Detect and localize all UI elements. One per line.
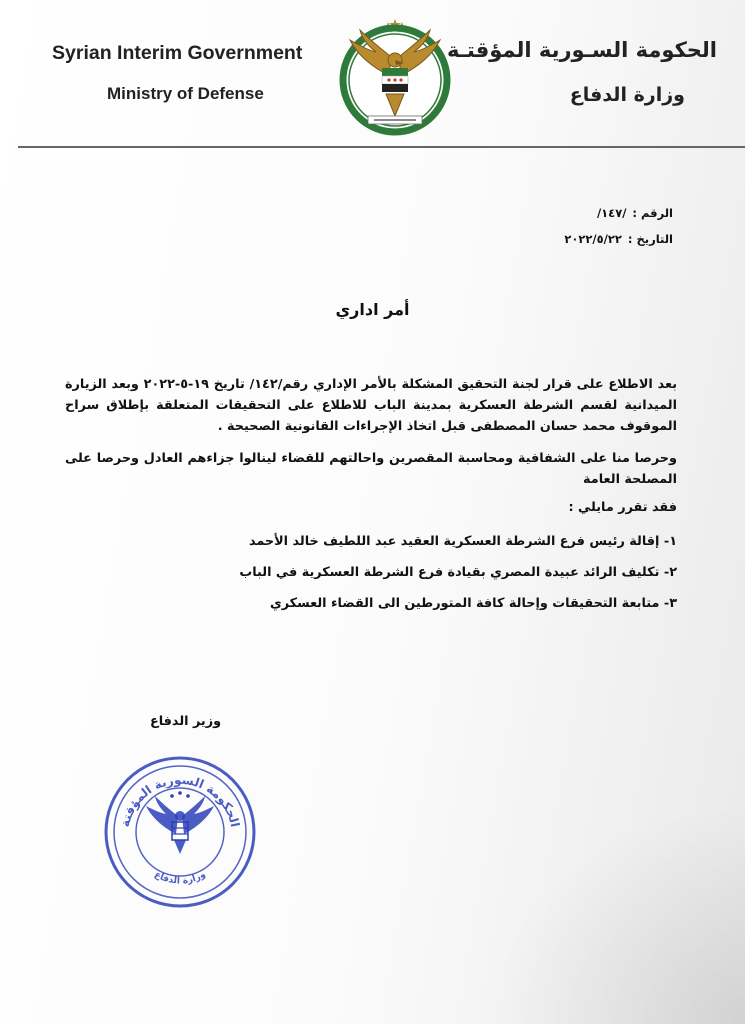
reference-number-label: الرقم : [632, 206, 673, 220]
seal-text-top: الحكومة السورية المؤقتة [117, 772, 243, 829]
header-government-en: Syrian Interim Government [52, 42, 303, 64]
document-date-value: ٢٠٢٢/٥/٢٢ [564, 232, 622, 246]
header-government-ar: الحكومة السـورية المؤقتـة [446, 38, 717, 62]
reference-number-value: /١٤٧/ [596, 206, 627, 220]
header-ministry-en: Ministry of Defense [107, 84, 264, 103]
document-date [373, 232, 673, 246]
document-title: أمر اداري [335, 300, 410, 319]
signature-title: وزير الدفاع [150, 714, 222, 729]
header-divider [18, 146, 745, 148]
header-ministry-ar: وزارة الدفاع [569, 84, 685, 106]
paragraph-1: بعد الاطلاع على قرار لجنة التحقيق المشكلة بالأمر الإداري رقم/١٤٢/ تاريخ ١٩-٥-٢٠٢٢ وبعد الزيارة الميدانية لقسم الشرطة العسكرية بمدينة الباب للاطلاع على التحقيقات المتعلقة بإطلاق سراح الموقوف محمد حسان المصطفى قبل اتخاذ الإجراءات القانونية الصحيحة . [65, 377, 677, 434]
paper-shadow [485, 804, 745, 1024]
decision-item-2: ٢- تكليف الرائد عبيدة المصري بقيادة فرع الشرطة العسكرية في الباب [239, 565, 677, 580]
eagle-seal-icon [100, 750, 260, 910]
seal-text-bottom: وزارة الدفاع [152, 869, 208, 887]
eagle-emblem-icon [330, 16, 460, 136]
decision-item-3: ٣- متابعة التحقيقات وإحالة كافة المتورطين الى القضاء العسكري [269, 596, 677, 611]
reference-number [373, 206, 673, 220]
svg-text:وزارة الدفاع [153, 870, 208, 887]
paragraph-2: وحرصا منا على الشفافية ومحاسبة المقصرين واحالتهم للقضاء لينالوا جزاءهم العادل وحرصا على المصلحة العامة [65, 451, 677, 487]
document-date-label: التاريخ : [627, 232, 673, 246]
decision-intro: فقد تقرر مايلي : [568, 500, 677, 515]
decision-item-1: ١- إقالة رئيس فرع الشرطة العسكرية العقيد عبد اللطيف خالد الأحمد [248, 534, 677, 549]
